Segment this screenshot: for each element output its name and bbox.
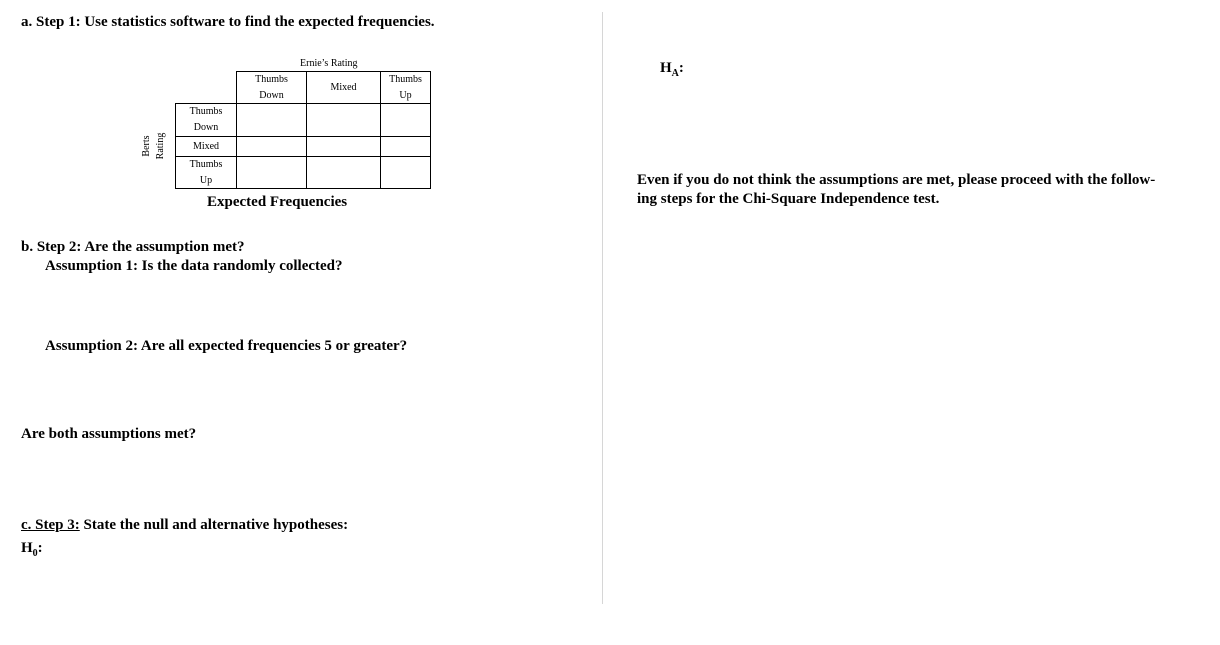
table-cell[interactable] — [380, 103, 431, 137]
step-a-heading: a. Step 1: Use statistics software to find the expected frequencies. — [21, 14, 435, 30]
column-header-thumbs-up: Thumbs Up — [380, 71, 431, 104]
table-cell[interactable] — [380, 136, 431, 157]
alternative-hypothesis-label: $H_A$: — [660, 60, 684, 79]
row-header-thumbs-down: Thumbs Down — [175, 103, 237, 137]
null-hypothesis-label: $H_0$: — [21, 540, 43, 559]
table-caption: Expected Frequencies — [207, 194, 348, 210]
row-group-label-rating: Rating — [155, 132, 166, 160]
step-c-heading: c. Step 3: State the null and alternative hypotheses: — [21, 517, 349, 533]
column-divider — [602, 12, 603, 604]
column-header-mixed: Mixed — [306, 71, 381, 104]
table-cell[interactable] — [306, 103, 381, 137]
step-b-heading: b. Step 2: Are the assumption met? — [21, 239, 245, 255]
row-group-label-berts: Berts — [141, 135, 152, 157]
row-header-mixed: Mixed — [175, 136, 237, 157]
proceed-note-line-2: ing steps for the Chi-Square Independence test. — [637, 191, 940, 207]
table-cell[interactable] — [236, 136, 307, 157]
column-header-thumbs-down: Thumbs Down — [236, 71, 307, 104]
table-cell[interactable] — [380, 156, 431, 189]
proceed-note-line-1: Even if you do not think the assumptions are met, please proceed with the follow- — [637, 172, 1156, 188]
row-header-thumbs-up: Thumbs Up — [175, 156, 237, 189]
step-c-label: c. Step 3: — [21, 517, 80, 533]
both-assumptions-question: Are both assumptions met? — [21, 426, 197, 442]
table-cell[interactable] — [236, 103, 307, 137]
assumption-2-question: Assumption 2: Are all expected frequencies 5 or greater? — [45, 338, 408, 354]
table-cell[interactable] — [306, 136, 381, 157]
column-group-label: Ernie’s Rating — [300, 58, 358, 69]
table-cell[interactable] — [306, 156, 381, 189]
table-cell[interactable] — [236, 156, 307, 189]
assumption-1-question: Assumption 1: Is the data randomly collected? — [45, 258, 343, 274]
